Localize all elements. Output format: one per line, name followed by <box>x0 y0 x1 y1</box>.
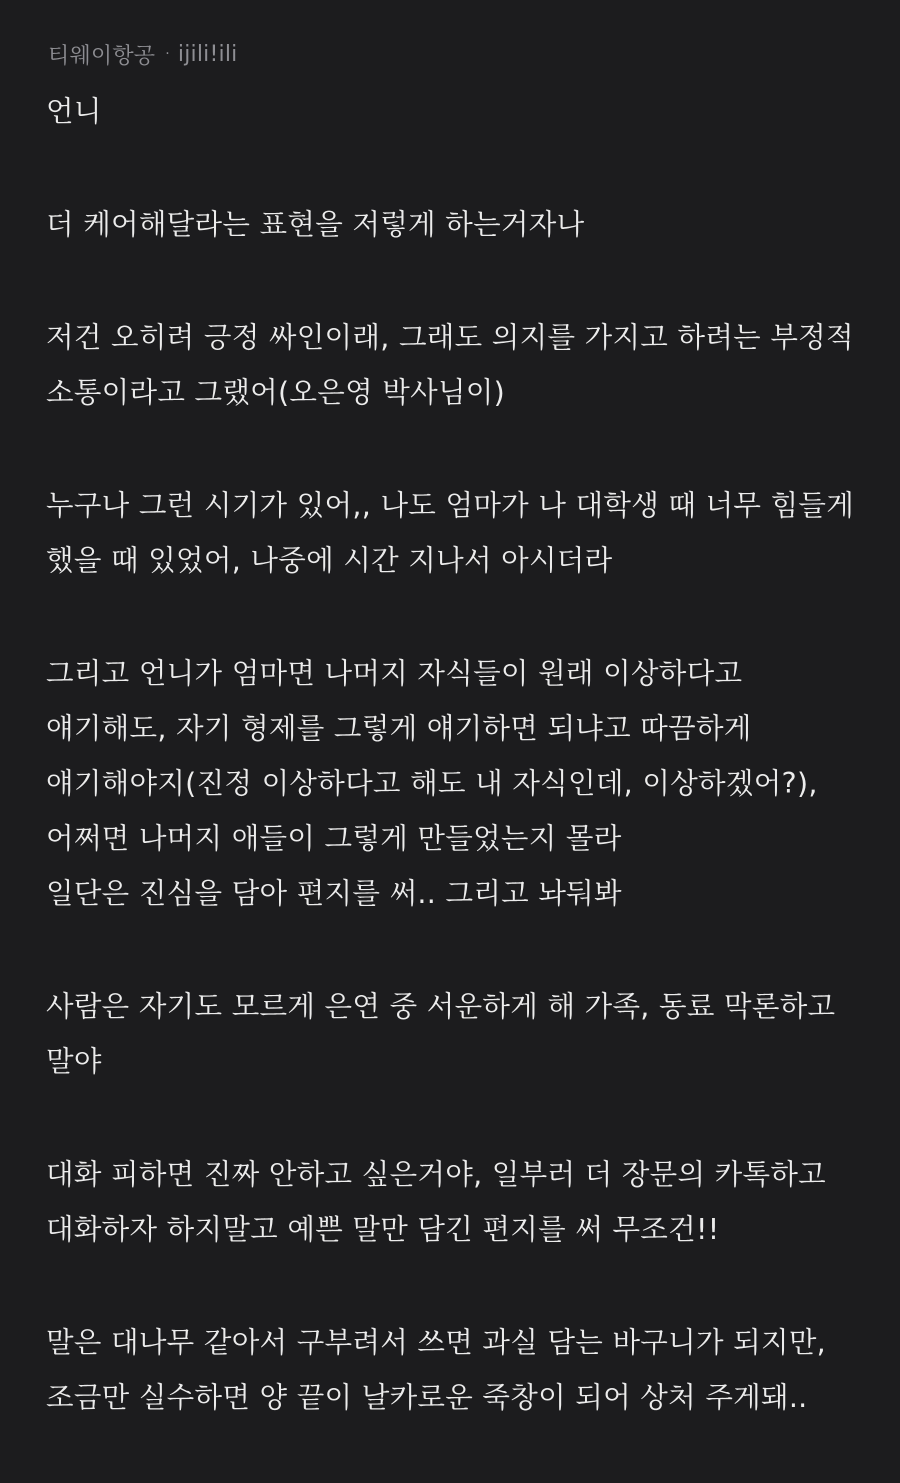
comment-paragraph <box>46 84 866 139</box>
comment-paragraph <box>46 1315 866 1425</box>
comment-paragraph <box>46 310 866 420</box>
comment-meta <box>48 38 237 70</box>
comment-body <box>46 84 866 1483</box>
comment-text-line: 얘기해야지(진정 이상하다고 해도 내 자식인데, 이상하겠어?), <box>46 767 818 800</box>
comment-text-line: 저건 오히려 긍정 싸인이래, 그래도 의지를 가지고 하려는 부정적 <box>46 321 854 354</box>
comment-text-line: 언니 <box>46 95 102 128</box>
comment-text-line: 소통이라고 그랬어(오은영 박사님이) <box>46 376 506 409</box>
comment-paragraph <box>46 979 866 1089</box>
meta-separator: · <box>165 46 170 62</box>
comment-text-line: 조금만 실수하면 양 끝이 날카로운 죽창이 되어 상처 주게돼.. <box>46 1381 808 1414</box>
author-handle: ijili!ili <box>177 41 238 67</box>
author-name[interactable]: 티웨이항공 <box>48 43 156 69</box>
comment-text-line: 말야 <box>46 1045 102 1078</box>
comment-paragraph <box>46 1147 866 1257</box>
comment-text-line: 더 케어해달라는 표현을 저렇게 하는거자나 <box>46 208 585 241</box>
comment-text-line: 사람은 자기도 모르게 은연 중 서운하게 해 가족, 동료 막론하고 <box>46 990 836 1023</box>
comment-text-line: 대화 피하면 진짜 안하고 싶은거야, 일부러 더 장문의 카톡하고 <box>46 1158 827 1191</box>
comment-text-line: 일단은 진심을 담아 편지를 써.. 그리고 놔둬봐 <box>46 877 622 910</box>
comment-text-line: 했을 때 있었어, 나중에 시간 지나서 아시더라 <box>46 544 613 577</box>
comment-text-line: 대화하자 하지말고 예쁜 말만 담긴 편지를 써 무조건!! <box>46 1213 720 1246</box>
comment-text-line: 그리고 언니가 엄마면 나머지 자식들이 원래 이상하다고 <box>46 657 743 690</box>
comment-paragraph <box>46 478 866 588</box>
comment-text-line: 누구나 그런 시기가 있어,, 나도 엄마가 나 대학생 때 너무 힘들게 <box>46 489 855 522</box>
comment-paragraph <box>46 646 866 921</box>
comment-paragraph <box>46 197 866 252</box>
comment-text-line: 얘기해도, 자기 형제를 그렇게 얘기하면 되냐고 따끔하게 <box>46 712 752 745</box>
comment-text-line: 말은 대나무 같아서 구부려서 쓰면 과실 담는 바구니가 되지만, <box>46 1326 827 1359</box>
comment-text-line: 어쩌면 나머지 애들이 그렇게 만들었는지 몰라 <box>46 822 622 855</box>
